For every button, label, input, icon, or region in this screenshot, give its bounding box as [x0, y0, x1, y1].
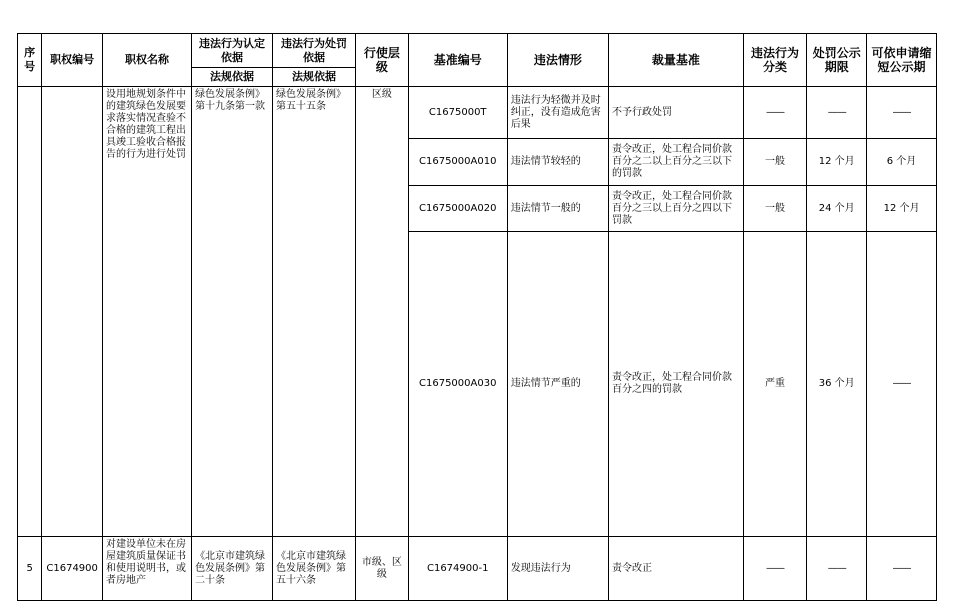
header-level: 行使层级 — [356, 34, 409, 87]
table-row — [18, 87, 937, 139]
header-basis-identify: 违法行为认定依据 — [192, 34, 273, 68]
cell-seq — [18, 87, 42, 537]
cell-power-name: 设用地规划条件中的建筑绿色发展要求落实情况查验不合格的建筑工程出具竣工验收合格报告的行为进行处罚 — [103, 87, 192, 537]
cell-shorten: —— — [867, 87, 937, 139]
cell-std-code: C1674900-1 — [408, 537, 507, 601]
cell-measure: 不予行政处罚 — [609, 87, 744, 139]
discretion-standard-table — [17, 33, 937, 601]
cell-publish: —— — [807, 537, 867, 601]
cell-std-code: C1675000T — [408, 87, 507, 139]
header-power-name: 职权名称 — [103, 34, 192, 87]
cell-measure: 责令改正，处工程合同价款百分之四的罚款 — [609, 232, 744, 537]
cell-measure: 责令改正，处工程合同价款百分之三以上百分之四以下罚款 — [609, 186, 744, 232]
header-basis-punish: 违法行为处罚依据 — [273, 34, 356, 68]
cell-publish: 24 个月 — [807, 186, 867, 232]
cell-power-name: 对建设单位未在房屋建筑质量保证书和使用说明书，或者房地产 — [103, 537, 192, 601]
cell-situation: 违法情节较轻的 — [507, 139, 608, 186]
header-publish-period: 处罚公示期限 — [807, 34, 867, 87]
header-law-basis-2: 法规依据 — [273, 68, 356, 87]
cell-situation: 发现违法行为 — [507, 537, 608, 601]
cell-basis-punish: 绿色发展条例》第五十五条 — [273, 87, 356, 537]
cell-power-code — [42, 87, 103, 537]
cell-std-code: C1675000A010 — [408, 139, 507, 186]
table-row — [18, 537, 937, 601]
cell-publish: 36 个月 — [807, 232, 867, 537]
cell-basis-identify: 绿色发展条例》第十九条第一款 — [192, 87, 273, 537]
header-category: 违法行为分类 — [743, 34, 807, 87]
cell-basis-punish: 《北京市建筑绿色发展条例》第五十六条 — [273, 537, 356, 601]
cell-category: 一般 — [743, 139, 807, 186]
header-power-code: 职权编号 — [42, 34, 103, 87]
cell-std-code: C1675000A030 — [408, 232, 507, 537]
header-std-code: 基准编号 — [408, 34, 507, 87]
cell-level: 市级、区级 — [356, 537, 409, 601]
header-measure: 裁量基准 — [609, 34, 744, 87]
cell-publish: —— — [807, 87, 867, 139]
cell-measure: 责令改正，处工程合同价款百分之二以上百分之三以下的罚款 — [609, 139, 744, 186]
header-situation: 违法情形 — [507, 34, 608, 87]
cell-category: 严重 — [743, 232, 807, 537]
cell-level: 区级 — [356, 87, 409, 537]
cell-category: —— — [743, 537, 807, 601]
cell-shorten: —— — [867, 537, 937, 601]
header-law-basis-1: 法规依据 — [192, 68, 273, 87]
cell-std-code: C1675000A020 — [408, 186, 507, 232]
cell-situation: 违法行为轻微并及时纠正，没有造成危害后果 — [507, 87, 608, 139]
cell-publish: 12 个月 — [807, 139, 867, 186]
header-row — [18, 34, 937, 68]
cell-shorten: 12 个月 — [867, 186, 937, 232]
cell-category: 一般 — [743, 186, 807, 232]
cell-basis-identify: 《北京市建筑绿色发展条例》第二十条 — [192, 537, 273, 601]
cell-measure: 责令改正 — [609, 537, 744, 601]
cell-power-code: C1674900 — [42, 537, 103, 601]
header-seq: 序号 — [18, 34, 42, 87]
cell-shorten: 6 个月 — [867, 139, 937, 186]
cell-seq: 5 — [18, 537, 42, 601]
cell-shorten: —— — [867, 232, 937, 537]
cell-situation: 违法情节严重的 — [507, 232, 608, 537]
cell-situation: 违法情节一般的 — [507, 186, 608, 232]
header-shorten-period: 可依申请缩短公示期 — [867, 34, 937, 87]
cell-category: —— — [743, 87, 807, 139]
